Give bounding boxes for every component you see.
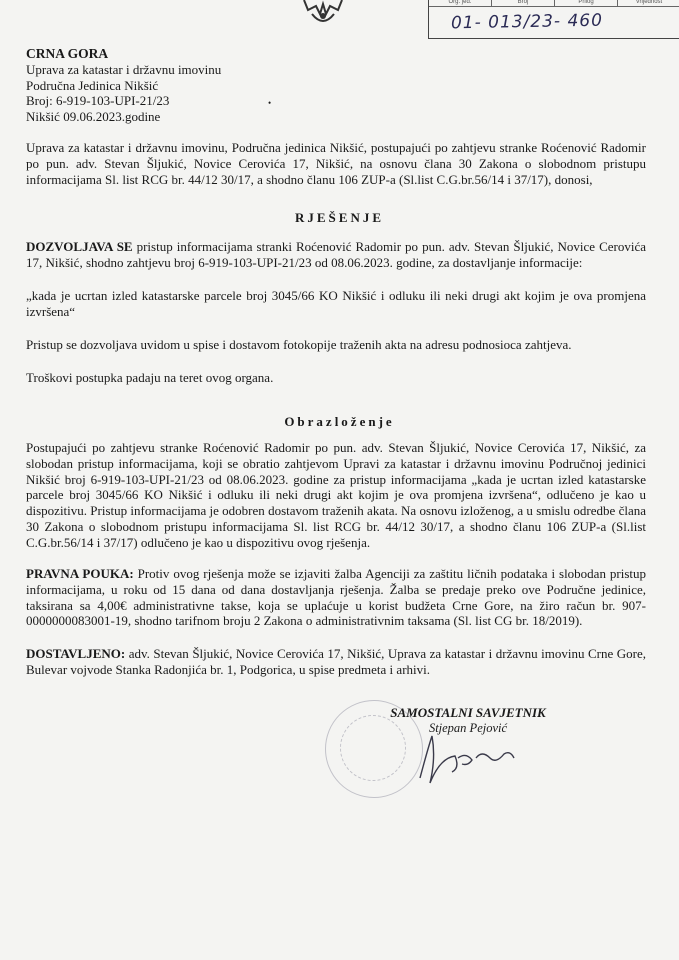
reasoning-paragraph: Postupajući po zahtjevu stranke Roćenović Radomir po pun. adv. Stevan Šljukić, Novice Cerovića 17, Nikšić, za slobodan pristup informacijama, koji se obratio zahtjevom Upravi za katastar i državnu imovinu Područnoj jedinici Nikšić broj 6-919-103-UPI-21/23 od 08.06.2023. godine za pristup informacijama „kada je ucrtan izled katastarske parcele broj 3045/66 KO Nikšić i odluku ili neki drugi akt kojim je ova promjena izvršena“, odlučeno je kao u dispozitivu. Pristup informacijama je odobren dostavom traženih akata. Na osnovu izloženog, a u smislu odredbe člana 30 Zakona o slobodnom pristupu informacijama Sl. list RCG br. 44/12 30/17, a shodno članu 106 ZUP-a (Sl.list C.G.br.56/14 i 37/17) odlučeno je kao u dispozitivu ovog rješenja. [26,440,646,550]
coat-of-arms-icon [298,0,348,26]
costs-paragraph: Troškovi postupka padaju na teret ovog organa. [26,370,274,385]
stamp-column: Broj [492,0,555,6]
country-title: CRNA GORA [26,46,109,61]
handwritten-signature-icon [400,728,520,788]
delivered-text: adv. Stevan Šljukić, Novice Cerovića 17, Nikšić, Uprava za katastar i državnu imovinu Crne Gore, Bulevar vojvode Stanka Radonjića br. 1, Podgorica, u spise predmeta i arhivi. [26,646,646,677]
document-header [26,46,221,125]
stamp-column: Vrijednost [618,0,679,6]
institution-name: Uprava za katastar i državnu imovinu [26,61,222,77]
decision-title: RJEŠENJE [294,210,385,225]
signatory-name: Stjepan Pejović [428,721,508,735]
signatory-title: SAMOSTALNI SAVJETNIK [390,705,546,720]
legal-remedy-text: Protiv ovog rješenja može se izjaviti žalba Agenciji za zaštitu ličnih podataka i slobodan pristup informacijama, u roku od 15 dana od dana dostavljanja rješenja. Žalba se predaje preko ove Područne jedinice, taksirana sa 4,00€ administrativne takse, koja se uplaćuje u korist budžeta Crne Gore, na žiro račun br. 907-0000000083001-19, shodno tarifnom broju 2 Zakona o administrativnim taksama (Sl. list CG br. 18/2019). [26,566,646,629]
dozvoljava-text: pristup informacijama stranki Roćenović Radomir po pun. adv. Stevan Šljukić, Novice Cerovića 17, Nikšić, shodno zahtjevu broj 6-919-103-UPI-21/23 od 08.06.2023. godine, za dostavljanje informacije: [26,239,646,270]
mark-dot: • [268,98,272,108]
stamp-column: Prilog [555,0,618,6]
registry-stamp [428,0,679,39]
unit-name: Područna Jedinica Nikšić [26,77,159,93]
dozvoljava-lead: DOZVOLJAVA SE [26,239,133,254]
intro-paragraph: Uprava za katastar i državnu imovinu, Područna jedinica Nikšić, postupajući po zahtjevu stranke Roćenović Radomir po pun. adv. Stevan Šljukić, Novice Cerovića 17, Nikšić, na osnovu člana 30 Zakona o slobodnom pristupu informacijama Sl. list RCG br. 44/12 30/17, a shodno članu 106 ZUP-a (Sl.list C.G.br.56/14 i 37/17), donosi, [26,140,646,187]
legal-remedy-paragraph [26,566,646,629]
dozvoljava-paragraph [26,239,646,271]
stamp-column: Org. jed. [429,0,492,6]
delivered-paragraph [26,646,646,678]
access-paragraph: Pristup se dozvoljava uvidom u spise i dostavom fotokopije traženih akta na adresu podnosioca zahtjeva. [26,337,572,352]
requested-information: „kada je ucrtan izled katastarske parcele broj 3045/66 KO Nikšić i odluku ili neki drugi akt kojim je ova promjena izvršena“ [26,288,646,319]
legal-remedy-lead: PRAVNA POUKA: [26,566,134,581]
registry-number: 01- 013/23- 460 [450,10,604,34]
reference-number: Broj: 6-919-103-UPI-21/23 [26,93,170,109]
delivered-lead: DOSTAVLJENO: [26,646,126,661]
document-date: Nikšić 09.06.2023.godine [26,109,161,125]
reasoning-title: Obrazloženje [284,414,395,429]
